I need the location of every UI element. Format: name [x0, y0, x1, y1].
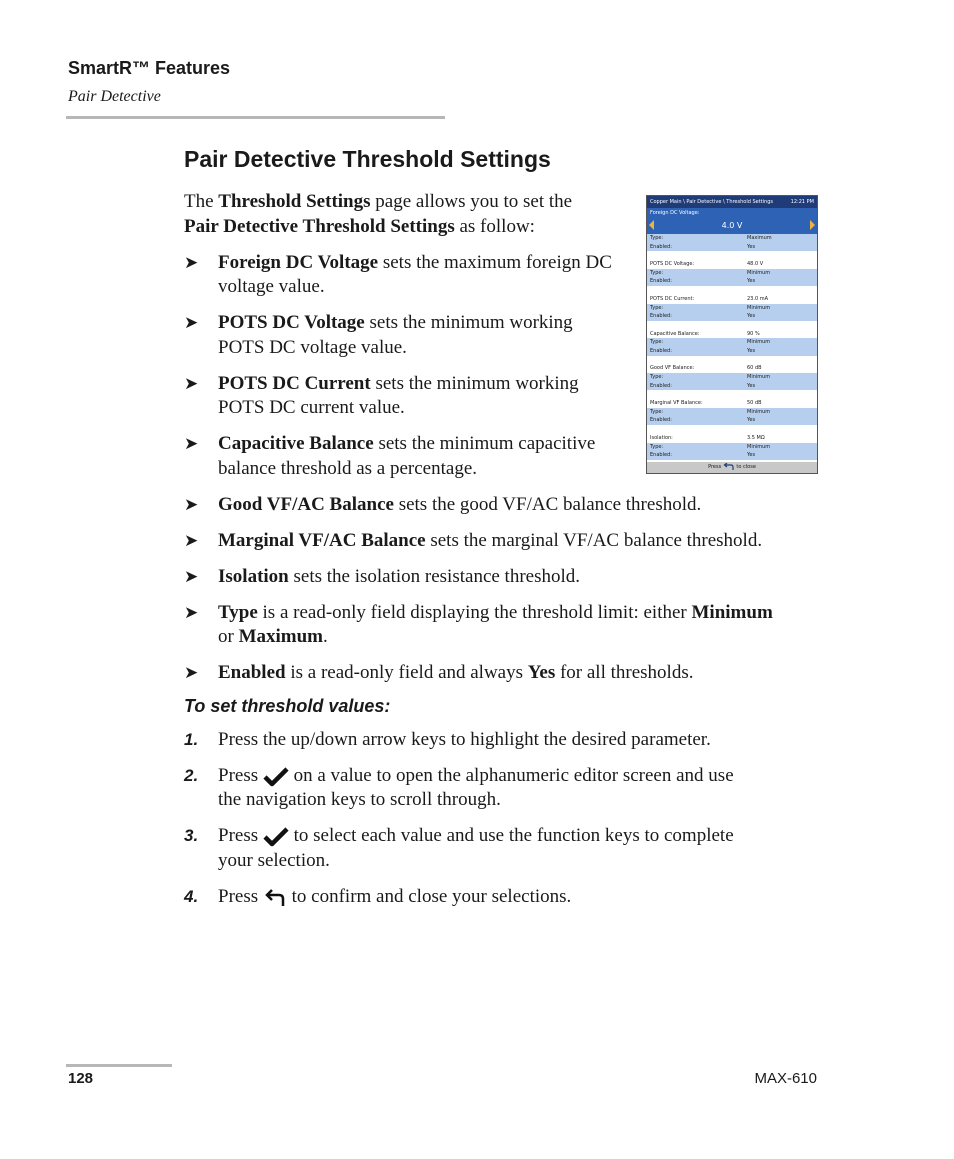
bullet-pots-current: POTS DC Current sets the minimum working — [218, 373, 579, 394]
threshold-row-value: 50 dB — [747, 400, 762, 407]
threshold-row — [647, 373, 817, 382]
threshold-row — [647, 347, 817, 356]
threshold-row — [647, 234, 817, 243]
threshold-row — [647, 364, 817, 373]
threshold-row — [647, 443, 817, 452]
arrow-right-icon[interactable] — [810, 220, 815, 230]
threshold-row — [647, 338, 817, 347]
threshold-row-value: 60 dB — [747, 365, 762, 372]
screen-footer — [647, 462, 817, 473]
threshold-row-value: Minimum — [747, 269, 771, 276]
bullet-foreign-dc: Foreign DC Voltage sets the maximum foreign DC — [218, 252, 612, 273]
screen-footer-press: Press — [708, 464, 722, 470]
header-rule — [66, 116, 445, 119]
threshold-row-label: Good VF Balance: — [650, 365, 695, 372]
threshold-row-label: POTS DC Current: — [650, 295, 695, 302]
step-number: 2. — [184, 766, 199, 785]
bullet-capacitive: Capacitive Balance sets the minimum capacitive — [218, 433, 596, 454]
intro-line-2: Pair Detective Threshold Settings as follow: — [184, 216, 535, 237]
step-2-line2: the navigation keys to scroll through. — [218, 789, 501, 810]
step-number: 4. — [184, 887, 199, 906]
threshold-row — [647, 434, 817, 443]
product-model: MAX-610 — [754, 1070, 817, 1087]
threshold-row-label: Type: — [650, 408, 664, 415]
bullet-marker: ➤ — [184, 253, 199, 272]
threshold-row-value: 48.0 V — [747, 261, 764, 268]
threshold-row — [647, 312, 817, 321]
threshold-row-value: Yes — [747, 452, 756, 459]
threshold-row-value: Yes — [747, 347, 756, 354]
bullet-type: Type is a read-only field displaying the threshold limit: either Minimum — [218, 602, 773, 623]
threshold-row-value: 90 % — [747, 330, 760, 337]
intro-line-1: The Threshold Settings page allows you to set the — [184, 191, 573, 212]
threshold-row-value: 3.5 MΩ — [747, 434, 765, 441]
threshold-row-label: Type: — [650, 339, 664, 346]
threshold-list — [647, 234, 817, 460]
threshold-row-value: Minimum — [747, 374, 771, 380]
threshold-row — [647, 260, 817, 269]
threshold-row — [647, 390, 817, 399]
running-header-title: SmartR™ Features — [68, 58, 231, 78]
threshold-row-label: POTS DC Voltage: — [650, 261, 695, 268]
selected-parameter-value: 4.0 V — [721, 221, 743, 230]
selected-parameter-label: Foreign DC Voltage: — [650, 210, 700, 216]
threshold-row-label: Type: — [650, 374, 664, 380]
threshold-row-label: Isolation: — [650, 434, 673, 441]
threshold-row — [647, 416, 817, 425]
bullet-pots-current-line2: POTS DC current value. — [218, 397, 405, 418]
threshold-row-label: Enabled: — [650, 417, 672, 424]
threshold-row-value: 23.0 mA — [747, 295, 769, 302]
checkmark-icon — [263, 767, 289, 787]
bullet-pots-voltage: POTS DC Voltage sets the minimum working — [218, 312, 573, 333]
return-arrow-icon — [723, 463, 735, 471]
bullet-marker: ➤ — [184, 495, 199, 514]
screen-footer-close: to close — [736, 464, 756, 470]
threshold-row — [647, 451, 817, 460]
bullet-marker: ➤ — [184, 603, 199, 622]
threshold-row-label: Enabled: — [650, 313, 672, 320]
threshold-row-label: Type: — [650, 304, 664, 311]
bullet-good-vf: Good VF/AC Balance sets the good VF/AC balance threshold. — [218, 494, 702, 515]
section-heading: Pair Detective Threshold Settings — [184, 146, 551, 172]
bullet-isolation: Isolation sets the isolation resistance threshold. — [218, 566, 581, 587]
bullet-capacitive-line2: balance threshold as a percentage. — [218, 458, 478, 479]
step-3-line2: your selection. — [218, 850, 330, 871]
threshold-row-value: Minimum — [747, 408, 771, 415]
step-3-text: Press to select each value and use the function keys to complete — [218, 825, 734, 846]
bullet-marginal-vf: Marginal VF/AC Balance sets the marginal VF/AC balance threshold. — [218, 530, 763, 551]
step-number: 3. — [184, 826, 199, 845]
threshold-row-value: Minimum — [747, 443, 771, 450]
threshold-settings-screenshot — [646, 195, 818, 474]
bullet-type-line2: or Maximum. — [218, 626, 328, 647]
bullet-marker: ➤ — [184, 313, 199, 332]
bullet-enabled: Enabled is a read-only field and always Yes for all thresholds. — [218, 662, 694, 683]
screen-breadcrumb: Copper Main \ Pair Detective \ Threshold Settings — [650, 199, 774, 205]
bullet-marker: ➤ — [184, 434, 199, 453]
bullet-marker: ➤ — [184, 663, 199, 682]
threshold-row — [647, 251, 817, 260]
threshold-row-label: Enabled: — [650, 452, 672, 459]
step-4-text: Press to confirm and close your selections. — [218, 886, 572, 907]
step-1-text: Press the up/down arrow keys to highlight the desired parameter. — [218, 729, 711, 750]
threshold-row — [647, 321, 817, 330]
bullet-marker: ➤ — [184, 531, 199, 550]
bullet-marker: ➤ — [184, 567, 199, 586]
bullet-marker: ➤ — [184, 374, 199, 393]
bullet-foreign-dc-line2: voltage value. — [218, 276, 325, 297]
running-header-subtitle: Pair Detective — [68, 88, 161, 105]
threshold-row — [647, 277, 817, 286]
checkmark-icon — [263, 827, 289, 847]
threshold-row-value: Yes — [747, 382, 756, 389]
threshold-row-label: Marginal VF Balance: — [650, 400, 703, 407]
procedure-title: To set threshold values: — [184, 696, 391, 716]
threshold-row — [647, 286, 817, 295]
threshold-row-value: Minimum — [747, 304, 771, 311]
threshold-row-value: Minimum — [747, 339, 771, 346]
threshold-row-value: Yes — [747, 417, 756, 424]
threshold-row — [647, 304, 817, 313]
threshold-row — [647, 295, 817, 304]
threshold-row — [647, 269, 817, 278]
screen-clock: 12:21 PM — [790, 199, 814, 205]
threshold-row — [647, 425, 817, 434]
threshold-row-label: Enabled: — [650, 382, 672, 389]
screen-title-bar — [647, 196, 817, 208]
selected-parameter[interactable] — [647, 208, 817, 234]
footer-rule — [66, 1064, 172, 1067]
threshold-row-label: Enabled: — [650, 278, 672, 285]
threshold-row — [647, 330, 817, 339]
threshold-row-label: Type: — [650, 235, 664, 241]
threshold-row-label: Type: — [650, 443, 664, 450]
threshold-row — [647, 408, 817, 417]
threshold-row-label: Capacitive Balance: — [650, 330, 700, 337]
threshold-row-label: Enabled: — [650, 243, 672, 250]
threshold-row-value: Yes — [747, 243, 756, 250]
threshold-row — [647, 356, 817, 365]
threshold-row-value: Maximum — [747, 235, 772, 241]
step-2-text: Press on a value to open the alphanumeric editor screen and use — [218, 765, 734, 786]
threshold-row-value: Yes — [747, 313, 756, 320]
threshold-row-label: Type: — [650, 269, 664, 276]
threshold-row — [647, 243, 817, 252]
threshold-row — [647, 399, 817, 408]
return-arrow-icon — [263, 888, 287, 908]
threshold-row-label: Enabled: — [650, 347, 672, 354]
threshold-row — [647, 382, 817, 391]
threshold-row-value: Yes — [747, 278, 756, 285]
page-number: 128 — [68, 1070, 94, 1087]
step-number: 1. — [184, 730, 199, 749]
bullet-pots-voltage-line2: POTS DC voltage value. — [218, 337, 407, 358]
